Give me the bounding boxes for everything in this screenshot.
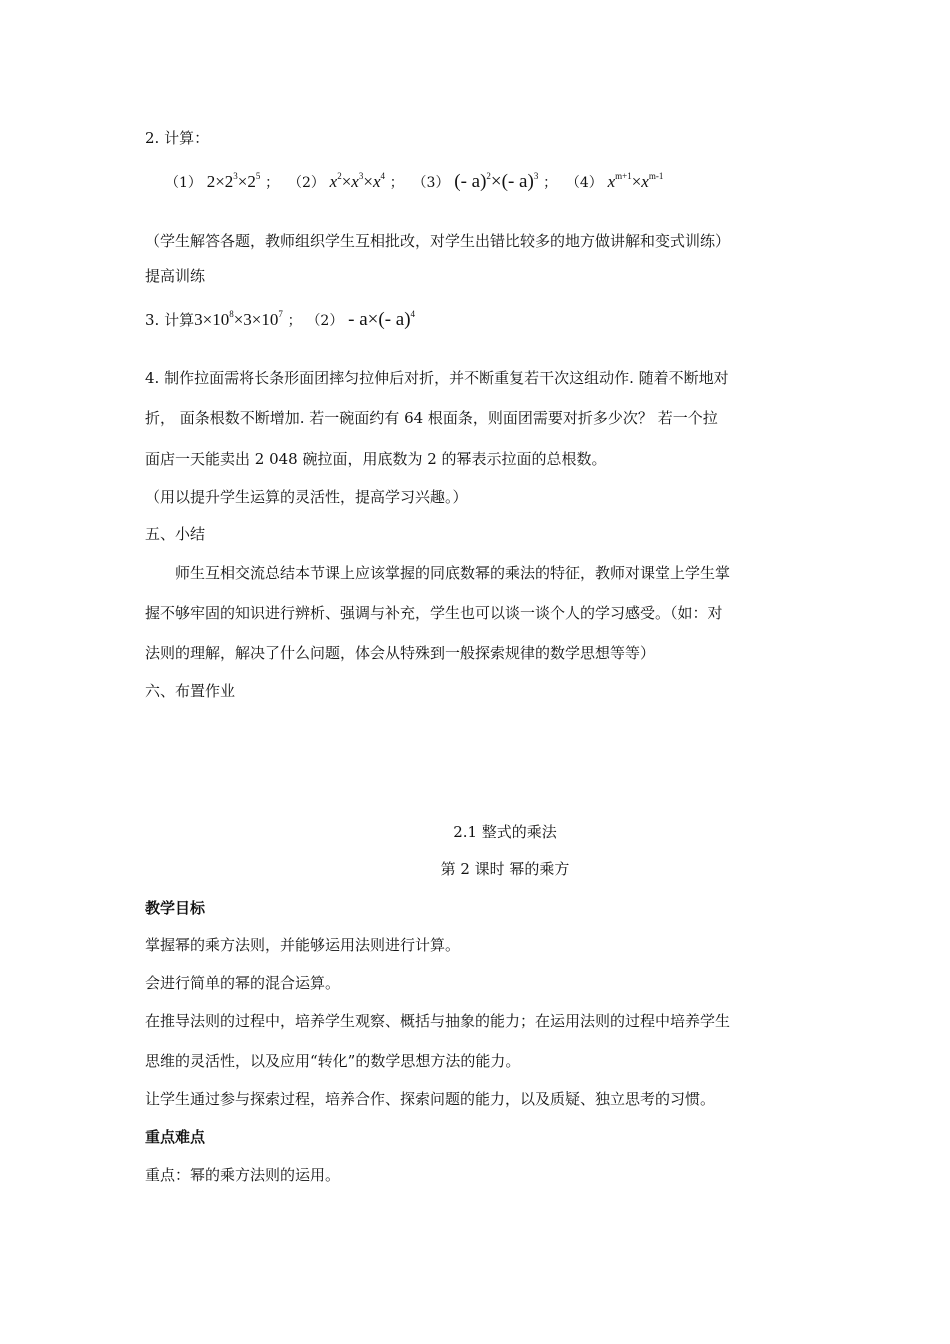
q2-label-2: （2） [287,175,325,191]
key-heading: 重点难点 [145,1128,206,1146]
goals-heading: 教学目标 [145,899,206,917]
section-title: 2.1 整式的乘法 [453,823,557,841]
q2-sep-3: ； [543,175,558,191]
summary-heading: 五、小结 [145,525,206,543]
q3-sep: ； [287,313,302,329]
q2-expr-3: (- a)$^2$×(- a)$^3$ [454,171,539,192]
teacher-note-1: （学生解答各题，教师组织学生互相批改，对学生出错比较多的地方做讲解和变式训练） [145,232,731,250]
improve-heading: 提高训练 [145,267,206,285]
teacher-note-2: （用以提升学生运算的灵活性，提高学习兴趣。） [145,488,468,506]
key-point-1: 重点：幂的乘方法则的运用。 [145,1166,341,1184]
q2-expr-4: $x^{m+1}\times x^{m-1}$ [607,171,664,191]
q3-label-2: （2） [306,313,344,329]
q2-sep-1: ； [265,175,280,191]
q3-expr-1: $3\times 10^8\times 3\times 10^7$ [194,309,283,329]
q2-label-4: （4） [565,175,603,191]
q2-items [165,172,663,193]
q2-label-3: （3） [412,175,450,191]
q4-line-2: 折， 面条根数不断增加. 若一碗面约有 64 根面条，则面团需要对折多少次？ 若一个拉 [145,409,718,427]
goal-2: 会进行简单的幂的混合运算。 [145,974,341,992]
goal-4: 让学生通过参与探索过程，培养合作、探索问题的能力，以及质疑、独立思考的习惯。 [145,1090,716,1108]
summary-line-2: 握不够牢固的知识进行辨析、强调与补充，学生也可以谈一谈个人的学习感受。（如：对 [145,604,723,622]
q2-expr-2: $x^2\times x^3\times x^4$ [329,171,385,191]
q2-expr-1: $2\times 2^3\times 2^5$ [206,171,261,191]
q2-label-1: （1） [165,175,202,191]
q3-expr-2: - a×(- a)$^4$ [348,309,416,330]
q3-prefix: 3. 计算 [145,311,195,329]
goal-3a: 在推导法则的过程中，培养学生观察、概括与抽象的能力；在运用法则的过程中培养学生 [145,1012,731,1030]
q4-line-3: 面店一天能卖出 2 048 碗拉面，用底数为 2 的幂表示拉面的总根数。 [145,450,607,468]
lesson-subtitle: 第 2 课时 幂的乘方 [440,860,570,878]
q2-sep-2: ； [389,175,404,191]
goal-3b: 思维的灵活性，以及应用“转化”的数学思想方法的能力。 [145,1052,521,1070]
q2-title: 2. 计算： [145,129,210,147]
q4-line-1: 4. 制作拉面需将长条形面团摔匀拉伸后对折，并不断重复若干次这组动作. 随着不断地对 [145,369,729,387]
q3-line [145,310,415,331]
summary-line-1: 师生互相交流总结本节课上应该掌握的同底数幂的乘法的特征，教师对课堂上学生掌 [175,564,731,582]
summary-line-3: 法则的理解，解决了什么问题，体会从特殊到一般探索规律的数学思想等等） [145,644,656,662]
homework-heading: 六、布置作业 [145,682,236,700]
goal-1: 掌握幂的乘方法则，并能够运用法则进行计算。 [145,936,461,954]
